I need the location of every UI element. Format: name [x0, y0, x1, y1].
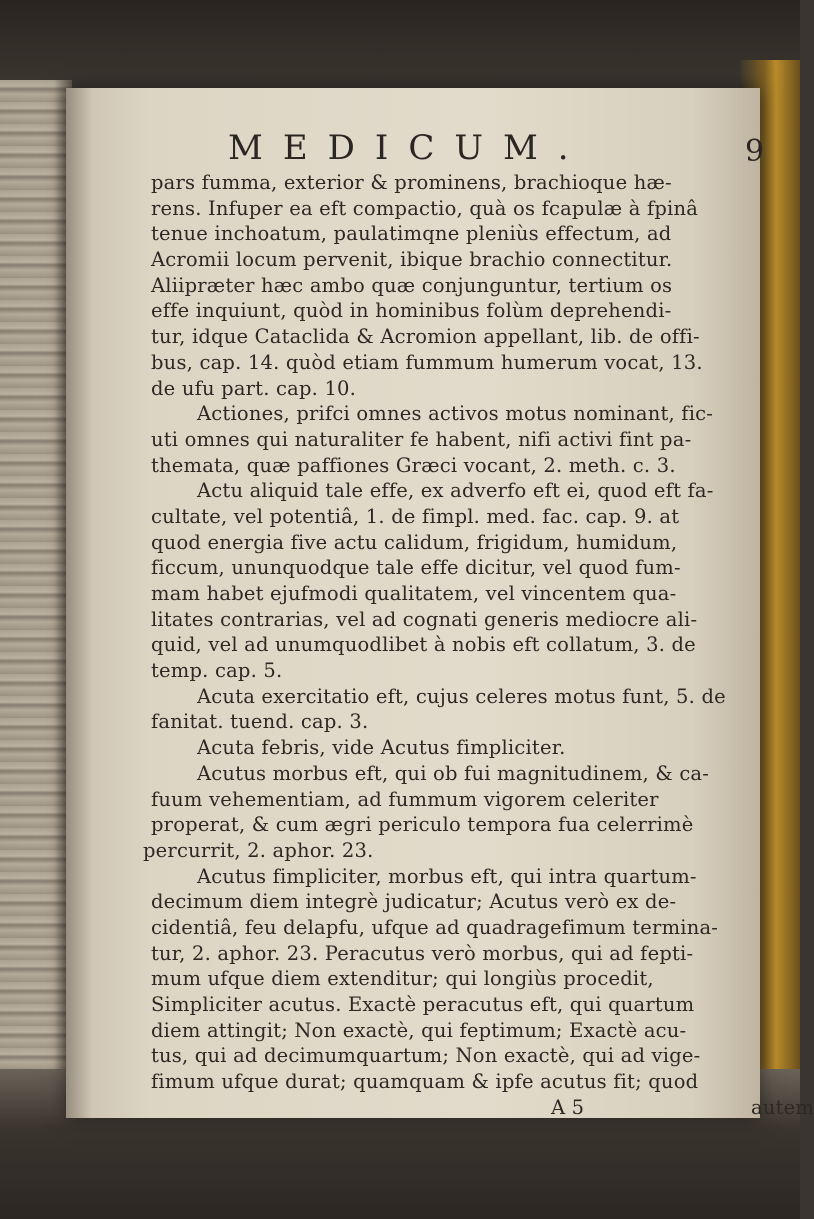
text-line: ficcum, ununquodque tale effe dicitur, vel quod fum- [151, 556, 681, 580]
text-line: quod energia five actu calidum, frigidum, humidum, [151, 530, 678, 554]
entry-line: Acuta exercitatio eft, cujus celeres motus funt, 5. de [197, 684, 726, 708]
entry-line: Acutus morbus eft, qui ob fui magnitudinem, & ca- [197, 761, 710, 785]
footer-line [151, 1095, 814, 1121]
text-line: fanitat. tuend. cap. 3. [151, 710, 369, 734]
text-line: Aliipræter hæc ambo quæ conjunguntur, tertium os [151, 273, 673, 297]
text-block [143, 170, 814, 1120]
entry-line: Actiones, prifci omnes activos motus nominant, fic- [197, 402, 714, 426]
text-line: de ufu part. cap. 10. [151, 376, 357, 400]
entry-line: Actu aliquid tale effe, ex adverfo eft ei, quod eft fa- [197, 479, 714, 503]
background-top [0, 0, 800, 95]
entry-line: Acuta febris, vide Acutus fimpliciter. [197, 736, 566, 760]
text-line: bus, cap. 14. quòd etiam fummum humerum vocat, 13. [151, 350, 703, 374]
text-line: temp. cap. 5. [151, 659, 283, 683]
entry-line: Acutus fimpliciter, morbus eft, qui intra quartum- [197, 864, 697, 888]
book-page [66, 88, 814, 1119]
text-line: Simpliciter acutus. Exactè peracutus eft, qui quartum [151, 993, 695, 1016]
text-line: cultate, vel potentiâ, 1. de fimpl. med. fac. cap. 9. at [151, 504, 680, 528]
text-line: uti omnes qui naturaliter fe habent, nifi activi fint pa- [151, 427, 692, 451]
text-line: litates contrarias, vel ad cognati generis mediocre ali- [151, 607, 698, 631]
text-line: fuum vehementiam, ad fummum vigorem celeriter [151, 787, 659, 811]
text-line: decimum diem integrè judicatur; Acutus verò ex de- [151, 890, 677, 914]
text-line: quid, vel ad unumquodlibet à nobis eft collatum, 3. de [151, 633, 696, 657]
text-line: tenue inchoatum, paulatimqne pleniùs effectum, ad [151, 222, 672, 246]
text-line: diem attingit; Non exactè, qui feptimum; Exactè acu- [151, 1018, 687, 1042]
text-line: tur, idque Cataclida & Acromion appellant, lib. de offi- [151, 325, 700, 349]
text-line: themata, quæ paffiones Græci vocant, 2. meth. c. 3. [151, 453, 676, 477]
page-header [66, 128, 765, 172]
text-line: tus, qui ad decimumquartum; Non exactè, qui ad vige- [151, 1044, 701, 1068]
page-edges-left [0, 80, 72, 1140]
text-line: mam habet ejufmodi qualitatem, vel vincentem qua- [151, 582, 677, 605]
text-line: cidentiâ, feu delapfu, ufque ad quadragefimum termina- [151, 915, 719, 939]
text-line: fimum ufque durat; quamquam & ipfe acutus fit; quod [151, 1070, 699, 1094]
page-number: 9 [745, 134, 765, 169]
text-line: effe inquiunt, quòd in hominibus folùm deprehendi- [151, 299, 672, 323]
running-head: MEDICUM. [228, 128, 589, 168]
text-line: tur, 2. aphor. 23. Peracutus verò morbus, qui ad fepti- [151, 941, 694, 965]
text-line: properat, & cum ægri periculo tempora fua celerrimè [151, 813, 694, 837]
text-line: Acromii locum pervenit, ibique brachio connectitur. [151, 248, 673, 272]
text-line: rens. Infuper ea eft compactio, quà os fcapulæ à fpinâ [151, 196, 699, 220]
signature-mark: A 5 [551, 1095, 585, 1119]
text-line: mum ufque diem extenditur; qui longiùs procedit, [151, 967, 654, 991]
catchword: autem [751, 1095, 814, 1119]
text-line: percurrit, 2. aphor. 23. [143, 838, 374, 862]
text-line: pars fumma, exterior & prominens, brachioque hæ- [151, 171, 672, 194]
